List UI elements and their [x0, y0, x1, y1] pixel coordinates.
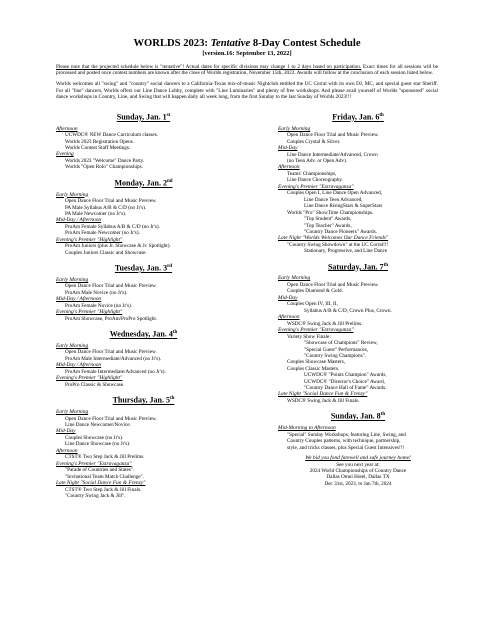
- day-heading-suffix: th: [380, 412, 386, 418]
- schedule-item: Country Couples patterns, with technique, partnership,: [287, 438, 401, 445]
- schedule-item: WSDC® Swing Jack & Jill Finals.: [287, 398, 360, 405]
- day-heading-suffix: rd: [167, 264, 173, 270]
- schedule-item: Couples Open I, Line Dance Open Advanced,: [287, 190, 383, 197]
- schedule-item: Worlds 2023 Registration Opens.: [65, 138, 135, 145]
- time-slot-label: Evening's Premier "Extravaganza": [56, 460, 132, 467]
- time-slot-label: Mid-Morning to Afternoon: [278, 425, 336, 432]
- schedule-item: Open Dance Floor Trial and Music Preview.: [287, 132, 379, 139]
- schedule-item: Line Dance Intermediate/Advanced, Crown: [287, 151, 378, 158]
- day-heading-text: Friday, Jan. 6: [332, 112, 380, 122]
- time-slot-label: Afternoon: [278, 164, 300, 171]
- right-column: [278, 105, 438, 500]
- time-slot-label: Early Morning: [56, 276, 89, 283]
- day-heading-suffix: nd: [166, 178, 173, 184]
- schedule-item: Couples Juniors Classic and Showcase.: [65, 249, 147, 256]
- time-slot-label: Afternoon: [56, 125, 78, 132]
- farewell-line: Dec 31st, 2023, to Jan 7th, 2024: [324, 480, 392, 487]
- farewell-line: 2024 World Championships of Country Dance: [309, 467, 407, 474]
- schedule-item: "Country Dance Pioneers" Awards.: [304, 228, 377, 235]
- day-heading-text: Thursday, Jan. 5: [112, 395, 170, 405]
- schedule-item: Worlds 2023 "Welcome" Dance Party.: [65, 158, 145, 165]
- time-slot-label: Early Morning: [56, 408, 89, 415]
- time-slot-label: Evening's Premier "Extravaganza": [278, 183, 354, 190]
- intro-paragraph-1: [56, 64, 438, 76]
- time-slot-label: Mid-Day: [278, 145, 298, 152]
- schedule-item: Stationary, Progressive, and Line Dance: [304, 248, 388, 255]
- time-slot-label: Early Morning: [278, 275, 311, 282]
- schedule-item: ProAm Female Novice (no Jr's).: [65, 302, 133, 309]
- schedule-item: Line Dance Newcomer/Novice.: [65, 421, 131, 428]
- schedule-item: ProAm Female Syllabus A/B & C/D (no Jr's).: [65, 223, 160, 230]
- schedule-item: Couples Showcase (no Jr's).: [65, 434, 124, 441]
- time-slot-label: Evening: [56, 151, 74, 158]
- day-heading-text: Sunday, Jan. 8: [330, 412, 381, 422]
- schedule-item: "Top Teacher" Awards,: [304, 222, 352, 229]
- schedule-item: ProAm Male Novice (no Jr's).: [65, 289, 128, 296]
- intro-note: Please note that the projected schedule below is "tentative"! Actual dates for specific divisions may change 1 to 2 days based on participation.: [56, 64, 362, 70]
- schedule-item: ProPro Classic & Showcase.: [65, 381, 125, 388]
- time-slot-label: Late Night "Worlds Welcomes Our Dance Friends": [278, 235, 389, 242]
- schedule-item: "Showcase of Champions" Review,: [304, 340, 378, 347]
- time-slot-label: Early Morning: [278, 125, 311, 132]
- schedule-item: Open Dance Floor Trial and Music Preview.: [65, 415, 157, 422]
- day-heading: [278, 261, 438, 273]
- day-heading: [56, 177, 231, 189]
- schedule-item: CTST® Two Step Jack & Jill Prelims.: [65, 454, 145, 461]
- schedule-item: "Invitational Team Match Challenge".: [65, 473, 144, 480]
- schedule-item: Open Dance Floor Trial and Music Preview.: [65, 283, 157, 290]
- day-heading: [278, 111, 438, 123]
- day-heading-suffix: th: [379, 113, 384, 119]
- time-slot-label: Evening's Premier "Extravaganza": [278, 327, 354, 334]
- schedule-item: ProAm Juniors (plus Jr. Showcase & Jr. Spotlight).: [65, 243, 171, 250]
- intro-text: [56, 64, 438, 100]
- farewell-line: See you next year at:: [336, 461, 380, 468]
- schedule-item: Couples Open IV, III, II,: [287, 301, 338, 308]
- schedule-item: PA Male Syllabus A/B & C/D (no Jr's).: [65, 204, 147, 211]
- schedule-item: Worlds "Pro" ShowTime Championships.: [287, 209, 374, 216]
- time-slot-label: Afternoon: [278, 314, 300, 321]
- day-heading-suffix: th: [172, 330, 178, 336]
- time-slot-label: Late Night "Social Dance Fun & Frenzy": [56, 480, 146, 487]
- day-heading: [56, 328, 231, 340]
- day-heading-suffix: st: [166, 113, 171, 119]
- time-slot-label: Mid-Day / Afternoon: [56, 362, 102, 369]
- schedule-item: "Country Swing Champions".: [304, 353, 367, 360]
- schedule-item: Couples Diamond & Gold.: [287, 288, 343, 295]
- schedule-item: Syllabus A/B & C/D, Crown Plus, Crown.: [304, 307, 392, 314]
- schedule-item: Line Dance Choreography.: [287, 177, 343, 184]
- schedule-item: "Country Swing Jack & Jill".: [65, 493, 126, 500]
- time-slot-label: Afternoon: [56, 447, 78, 454]
- schedule-item: CTST® Two Step Jack & Jill Finals.: [65, 486, 142, 493]
- schedule-item: "Country Swing Showdown" at the UC Corral!!!: [287, 241, 389, 248]
- day-heading-text: Tuesday, Jan. 3: [114, 263, 168, 273]
- day-heading-text: Sunday, Jan. 1: [116, 112, 167, 122]
- schedule-item: PA Male Newcomer (no Jr's).: [65, 210, 127, 217]
- schedule-item: Open Dance Floor Trial and Music Preview.: [65, 198, 157, 205]
- schedule-item: Worlds Contest Staff Meetings.: [65, 145, 131, 152]
- schedule-item: UCWDC® NEW Dance Curriculum classes.: [65, 132, 159, 139]
- day-heading-text: Saturday, Jan. 7: [327, 262, 384, 272]
- page-title: [56, 38, 438, 50]
- day-heading-text: Monday, Jan. 2: [114, 178, 167, 188]
- time-slot-label: Mid-Day: [278, 294, 298, 301]
- schedule-item: ProAm Male Intermediate/Advanced (no Jr's).: [65, 355, 162, 362]
- time-slot-label: Evening's Premier "Highlight": [56, 309, 123, 316]
- day-heading: [278, 410, 438, 422]
- schedule-item: ProAm Female Intermediate/Advanced (no Jr's).: [65, 368, 166, 375]
- farewell-heading: We bid you fond farewell and safe journey home!: [305, 454, 411, 461]
- intro-note-rest: Exact times for all sessions will be processed and posted once contest numbers are known after the close of Worlds registration, November 15th, 2022. Awards will follow at the conclusion of each session listed below.: [56, 64, 438, 77]
- time-slot-label: Mid-Day / Afternoon: [56, 217, 102, 224]
- day-heading: [56, 111, 231, 123]
- schedule-item: ProAm Showcase, ProAm/ProPro Spotlight.: [65, 315, 158, 322]
- schedule-item: Line Dance RisingStars & SuperStars: [304, 203, 383, 210]
- day-heading: [56, 394, 231, 406]
- schedule-item: "Special Guest" Performances,: [304, 346, 369, 353]
- schedule-item: UCWDC® "Points Champion" Awards,: [304, 372, 387, 379]
- title-main: WORLDS 2023:: [133, 38, 211, 49]
- time-slot-label: Late Night "Social Dance Fun & Frenzy": [278, 391, 368, 398]
- schedule-item: Line Dance Teen Advanced,: [304, 196, 363, 203]
- time-slot-label: Mid-Day: [56, 428, 76, 435]
- time-slot-label: Early Morning: [56, 191, 89, 198]
- time-slot-label: Evening's Premier "Highlight": [56, 236, 123, 243]
- schedule-item: Open Dance Floor Trial and Music Preview.: [65, 349, 157, 356]
- schedule-item: Teams' Championships,: [287, 171, 337, 178]
- day-heading: [56, 262, 231, 274]
- schedule-item: "Parade of Countries and States".: [65, 467, 135, 474]
- farewell-line: Dallas Omni Hotel, Dallas TX: [326, 474, 390, 481]
- schedule-item: "Top Student" Awards,: [304, 216, 352, 223]
- schedule-item: "Special" Sunday Workshops, featuring Line, Swing, and: [287, 431, 406, 438]
- schedule-item: Couples Crystal & Silver.: [287, 138, 341, 145]
- day-heading-suffix: th: [383, 262, 389, 268]
- schedule-columns: [56, 105, 438, 500]
- schedule-item: Line Dance Showcase (no Jr's).: [65, 441, 131, 448]
- schedule-item: Open Dance Floor Trial and Music Preview.: [287, 281, 379, 288]
- schedule-item: "Country Dance Hall of Fame" Awards.: [304, 385, 387, 392]
- schedule-item: (no Teen Adv. or Open Adv).: [287, 158, 348, 165]
- left-column: [56, 105, 231, 500]
- schedule-item: style, and tricks classes, plus Special Guest Intensives!!!: [287, 444, 405, 451]
- schedule-item: ProAm Female Newcomer (no Jr's).: [65, 230, 140, 237]
- intro-paragraph-2: Worlds welcomes all "swing" and "country" social dancers to a California-Texas mix-of-music Nightclub entitled the UC Corral with its own DJ, MC, and special guest star Sheriff. For all "line" dancers, Worlds offers our Line Dance Lobby, complete with "Line Luminaries" and plenty of free workshops. And please avail yourself of Worlds "sponsored" social dance workshops in Country, Line, and Swing that will happen daily all week long, from the first Sunday to the last Sunday of Worlds 2023!!!: [56, 81, 438, 100]
- time-slot-label: Evening's Premier "Highlight": [56, 375, 123, 382]
- day-heading-text: Wednesday, Jan. 4: [109, 329, 173, 339]
- schedule-item: Couples Showcase Masters,: [287, 359, 346, 366]
- day-heading-suffix: th: [169, 396, 175, 402]
- version-label: [version.16: September 13, 2022]: [202, 50, 292, 57]
- schedule-item: UCWDC® "Director's Choice" Award,: [304, 378, 385, 385]
- time-slot-label: Early Morning: [56, 342, 89, 349]
- schedule-item: Worlds "Open Rolo" Championships.: [65, 164, 143, 171]
- schedule-item: Variety Show Finale:: [287, 333, 331, 340]
- title-rest: 8-Day Contest Schedule: [250, 38, 361, 49]
- schedule-item: WSDC® Swing Jack & Jill Prelims.: [287, 320, 363, 327]
- title-italic: Tentative: [210, 38, 251, 49]
- time-slot-label: Mid-Day / Afternoon: [56, 296, 102, 303]
- schedule-item: Couples Classic Masters.: [287, 365, 340, 372]
